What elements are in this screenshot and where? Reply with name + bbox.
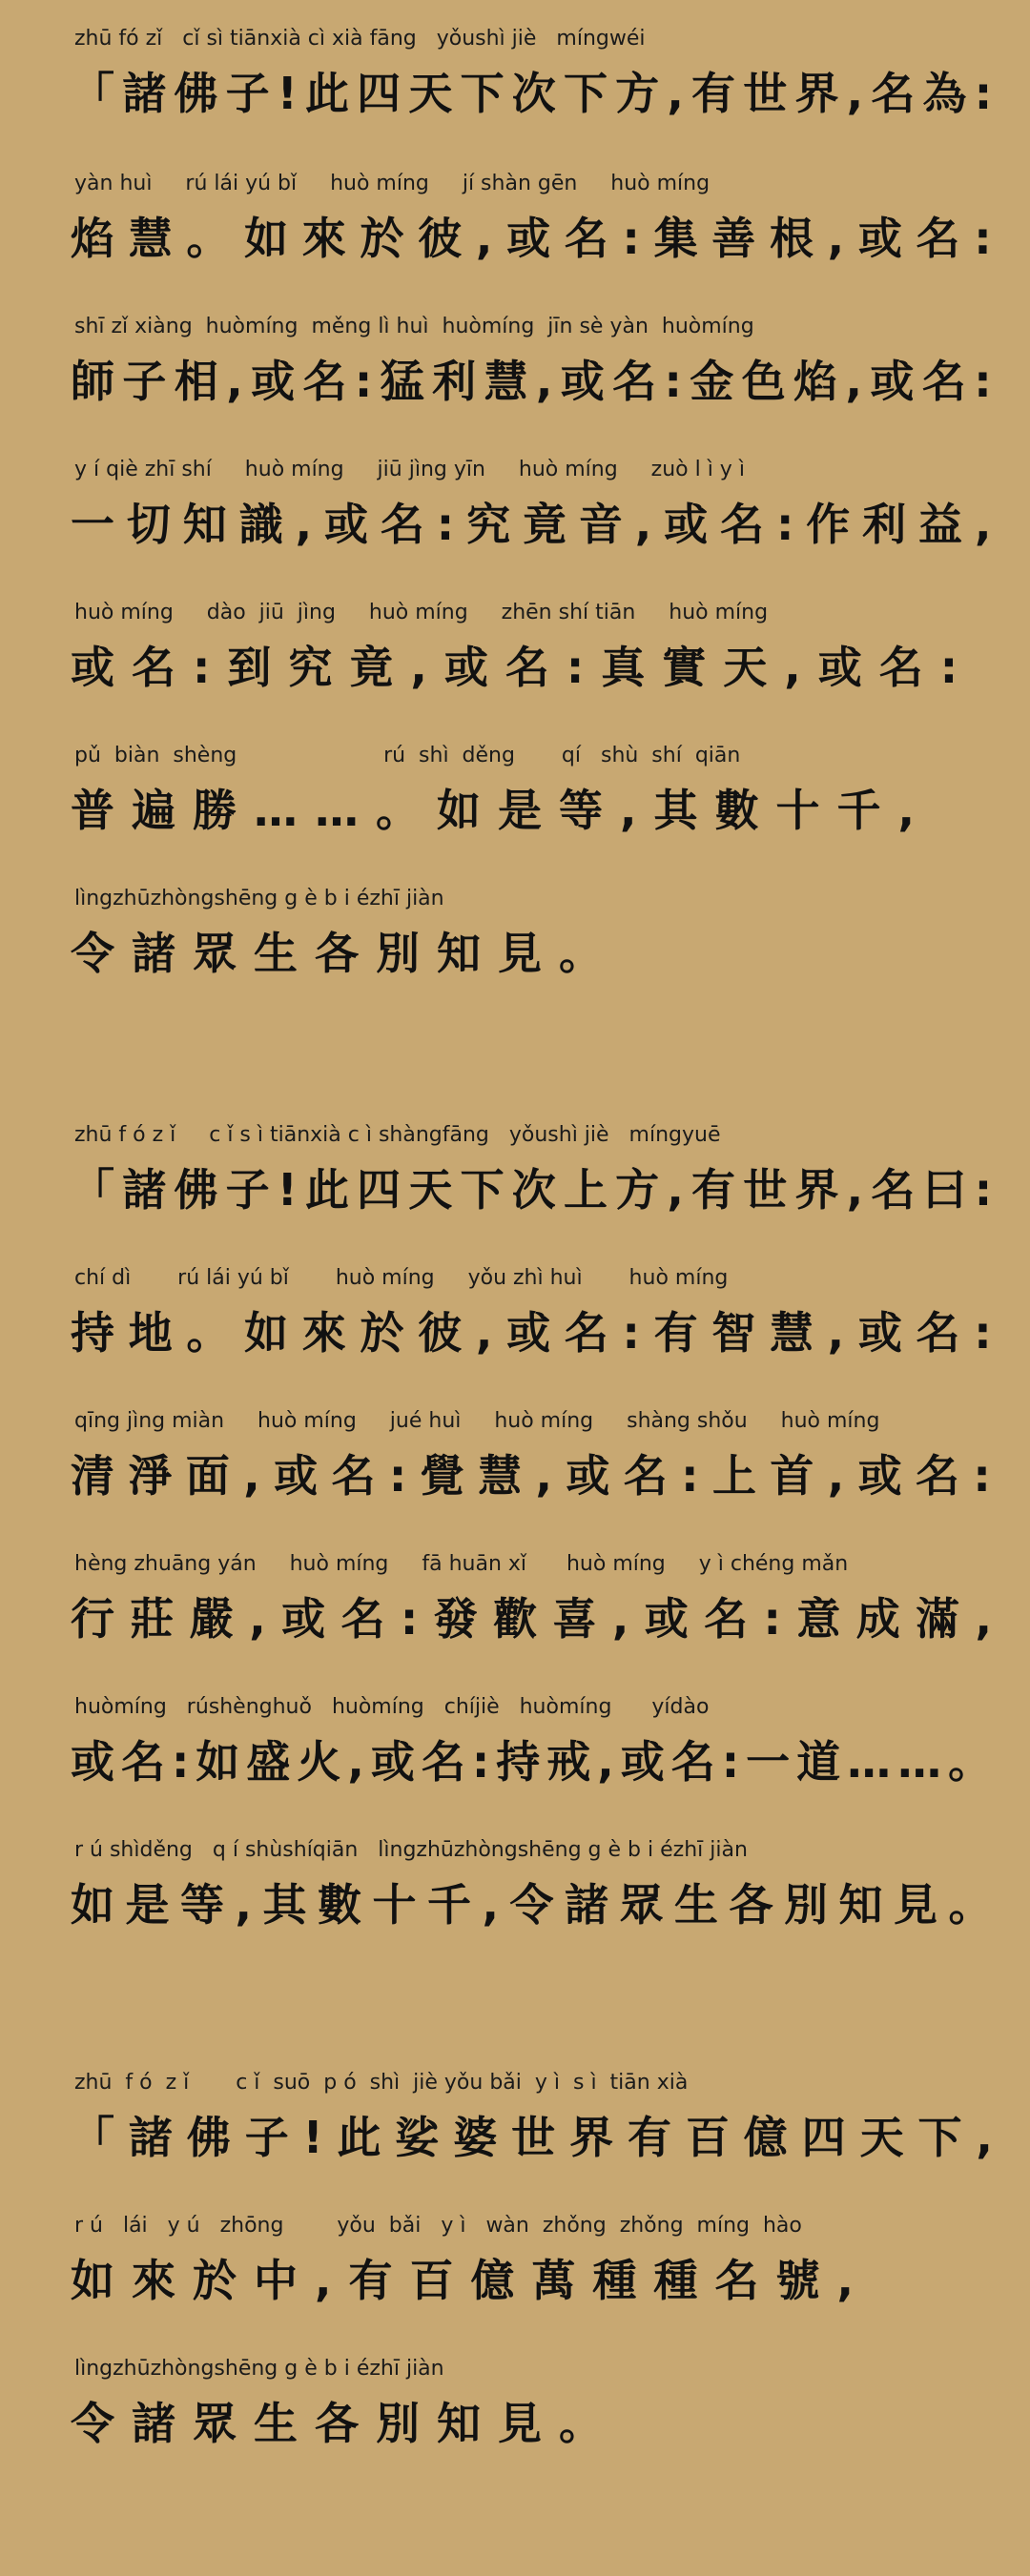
chinese-text: 或名:如盛火,或名:持戒,或名:一道……。 [71, 1736, 999, 1788]
chinese-text: 清淨面,或名:覺慧,或名:上首,或名: [71, 1450, 1005, 1502]
pinyin-annotation: lìngzhūzhòngshēng g è b i ézhī jiàn [74, 887, 444, 910]
pinyin-annotation: qīng jìng miàn huò míng jué huì huò míng shàng shǒu huò míng [74, 1409, 880, 1433]
pinyin-annotation: huò míng dào jiū jìng huò míng zhēn shí tiān huò míng [74, 601, 769, 624]
chinese-text: 行莊嚴,或名:發歡喜,或名:意成滿, [71, 1593, 1008, 1645]
pinyin-annotation: r ú shìděng q í shùshíqiān lìngzhūzhòngshēng g è b i ézhī jiàn [74, 1838, 748, 1862]
pinyin-annotation: zhū fó zǐ cǐ sì tiānxià cì xià fāng yǒushì jiè míngwéi [74, 27, 646, 51]
chinese-text: 「諸佛子!此四天下次上方,有世界,名曰: [71, 1164, 1000, 1216]
pinyin-annotation: yàn huì rú lái yú bǐ huò míng jí shàn gēn huò míng [74, 172, 711, 195]
chinese-text: 一切知識,或名:究竟音,或名:作利益, [71, 499, 1004, 550]
chinese-text: 師子相,或名:猛利慧,或名:金色焰,或名: [71, 356, 1000, 407]
chinese-text: 如來於中,有百億萬種種名號, [71, 2255, 871, 2306]
pinyin-annotation: shī zǐ xiàng huòmíng měng lì huì huòmíng jīn sè yàn huòmíng [74, 315, 754, 338]
chinese-text: 「諸佛子!此四天下次下方,有世界,名為: [71, 68, 1000, 119]
pinyin-annotation: lìngzhūzhòngshēng g è b i ézhī jiàn [74, 2357, 444, 2381]
pinyin-annotation: huòmíng rúshènghuǒ huòmíng chíjiè huòmíng yídào [74, 1695, 710, 1719]
pinyin-annotation: hèng zhuāng yán huò míng fā huān xǐ huò míng y ì chéng mǎn [74, 1552, 849, 1576]
pinyin-annotation: zhū f ó z ǐ c ǐ s ì tiānxià c ì shàngfāng yǒushì jiè míngyuē [74, 1123, 721, 1147]
chinese-text: 令諸眾生各別知見。 [71, 928, 620, 979]
chinese-text: 持地。如來於彼,或名:有智慧,或名: [71, 1307, 1006, 1359]
pinyin-annotation: chí dì rú lái yú bǐ huò míng yǒu zhì huì huò míng [74, 1266, 729, 1290]
chinese-text: 焰慧。如來於彼,或名:集善根,或名: [71, 213, 1006, 264]
pinyin-annotation: y í qiè zhī shí huò míng jiū jìng yīn huò míng zuò l ì y ì [74, 458, 745, 481]
pinyin-annotation: r ú lái y ú zhōng yǒu bǎi y ì wàn zhǒng zhǒng míng hào [74, 2214, 802, 2238]
pinyin-annotation: zhū f ó z ǐ c ǐ suō p ó shì jiè yǒu bǎi y ì s ì tiān xià [74, 2071, 689, 2095]
chinese-text: 如是等,其數十千,令諸眾生各別知見。 [71, 1879, 1003, 1931]
chinese-text: 或名:到究竟,或名:真實天,或名: [71, 642, 976, 693]
chinese-text: 令諸眾生各別知見。 [71, 2398, 620, 2449]
pinyin-annotation: pǔ biàn shèng rú shì děng qí shù shí qiān [74, 744, 741, 767]
chinese-text: 「諸佛子!此娑婆世界有百億四天下, [71, 2112, 1007, 2163]
chinese-text: 普遍勝……。如是等,其數十千, [71, 785, 932, 836]
